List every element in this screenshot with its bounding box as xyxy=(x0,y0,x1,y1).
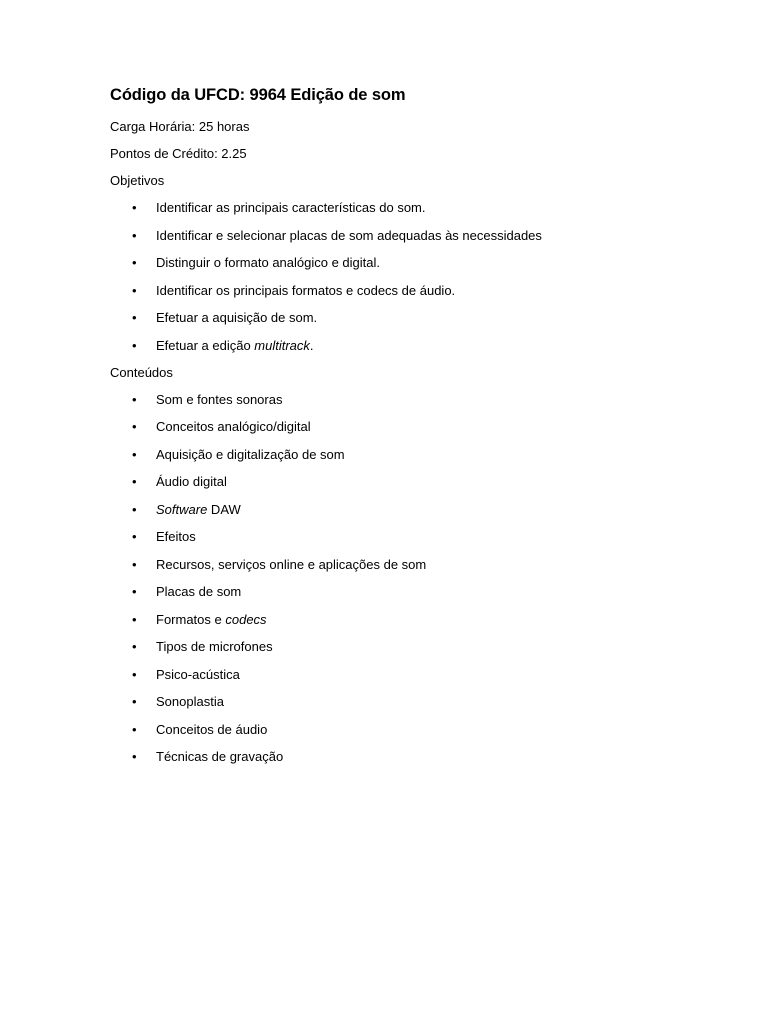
bullet-icon: • xyxy=(132,529,137,544)
list-item-text: Formatos e xyxy=(156,611,226,627)
list-item-text: Conceitos de áudio xyxy=(156,721,268,737)
bullet-icon: • xyxy=(132,639,137,654)
conteudos-heading: Conteúdos xyxy=(110,364,173,380)
list-item-text: Aquisição e digitalização de som xyxy=(156,446,345,462)
list-item xyxy=(110,446,710,464)
bullet-icon: • xyxy=(132,310,137,325)
list-item xyxy=(110,611,710,629)
list-item-text: Identificar os principais formatos e codecs de áudio. xyxy=(156,282,456,298)
list-item-text: Áudio digital xyxy=(156,474,227,489)
bullet-icon: • xyxy=(132,666,137,682)
list-item xyxy=(110,418,710,436)
list-item-text: Efeitos xyxy=(156,529,196,544)
list-item xyxy=(110,391,710,409)
list-item-text: Tipos de microfones xyxy=(156,639,273,654)
objetivos-heading: Objetivos xyxy=(110,173,165,188)
document-body xyxy=(110,84,710,775)
list-item-text: Técnicas de gravação xyxy=(156,749,284,764)
conteudos-list xyxy=(110,391,710,767)
list-item xyxy=(110,528,710,546)
bullet-icon: • xyxy=(132,391,137,407)
list-item-text: Efetuar a aquisição de som. xyxy=(156,310,318,325)
bullet-icon: • xyxy=(132,446,137,462)
list-item-text: Efetuar a edição xyxy=(156,337,255,353)
list-item-emphasis: multitrack xyxy=(254,337,310,353)
list-item-text: Distinguir o formato analógico e digital. xyxy=(156,255,381,270)
bullet-icon: • xyxy=(132,200,137,215)
list-item-text: DAW xyxy=(207,501,241,517)
list-item xyxy=(110,199,710,217)
bullet-icon: • xyxy=(132,694,137,709)
carga-horaria: Carga Horária: 25 horas xyxy=(110,119,250,134)
list-item xyxy=(110,227,710,245)
list-item-text: . xyxy=(309,337,314,353)
list-item-text: Placas de som xyxy=(156,584,242,599)
list-item-text: Identificar as principais características do som. xyxy=(156,200,426,215)
bullet-icon: • xyxy=(132,749,137,764)
page-title: Código da UFCD: 9964 Edição de som xyxy=(110,86,406,104)
list-item-text: Psico-acústica xyxy=(156,666,240,682)
bullet-icon: • xyxy=(132,584,137,599)
list-item xyxy=(110,501,710,519)
list-item-text: Recursos, serviços online e aplicações de som xyxy=(156,556,427,572)
pontos-credito: Pontos de Crédito: 2.25 xyxy=(110,146,247,161)
list-item xyxy=(110,693,710,711)
list-item xyxy=(110,556,710,574)
bullet-icon: • xyxy=(132,611,137,627)
list-item xyxy=(110,583,710,601)
list-item-emphasis: codecs xyxy=(225,611,267,627)
list-item xyxy=(110,638,710,656)
bullet-icon: • xyxy=(132,227,137,243)
list-item-text: Identificar e selecionar placas de som adequadas às necessidades xyxy=(156,227,542,243)
list-item-emphasis: Software xyxy=(156,501,208,517)
list-item-text: Som e fontes sonoras xyxy=(156,391,283,407)
list-item xyxy=(110,666,710,684)
bullet-icon: • xyxy=(132,721,137,737)
list-item xyxy=(110,337,710,355)
bullet-icon: • xyxy=(132,255,137,270)
list-item xyxy=(110,748,710,766)
list-item-text: Conceitos analógico/digital xyxy=(156,419,311,434)
list-item-text: Sonoplastia xyxy=(156,694,224,709)
bullet-icon: • xyxy=(132,419,137,434)
list-item xyxy=(110,473,710,491)
list-item xyxy=(110,254,710,272)
bullet-icon: • xyxy=(132,501,137,517)
list-item xyxy=(110,282,710,300)
bullet-icon: • xyxy=(132,474,137,489)
bullet-icon: • xyxy=(132,556,137,572)
bullet-icon: • xyxy=(132,337,137,353)
bullet-icon: • xyxy=(132,282,137,298)
objetivos-list xyxy=(110,199,710,355)
list-item xyxy=(110,309,710,327)
list-item xyxy=(110,721,710,739)
